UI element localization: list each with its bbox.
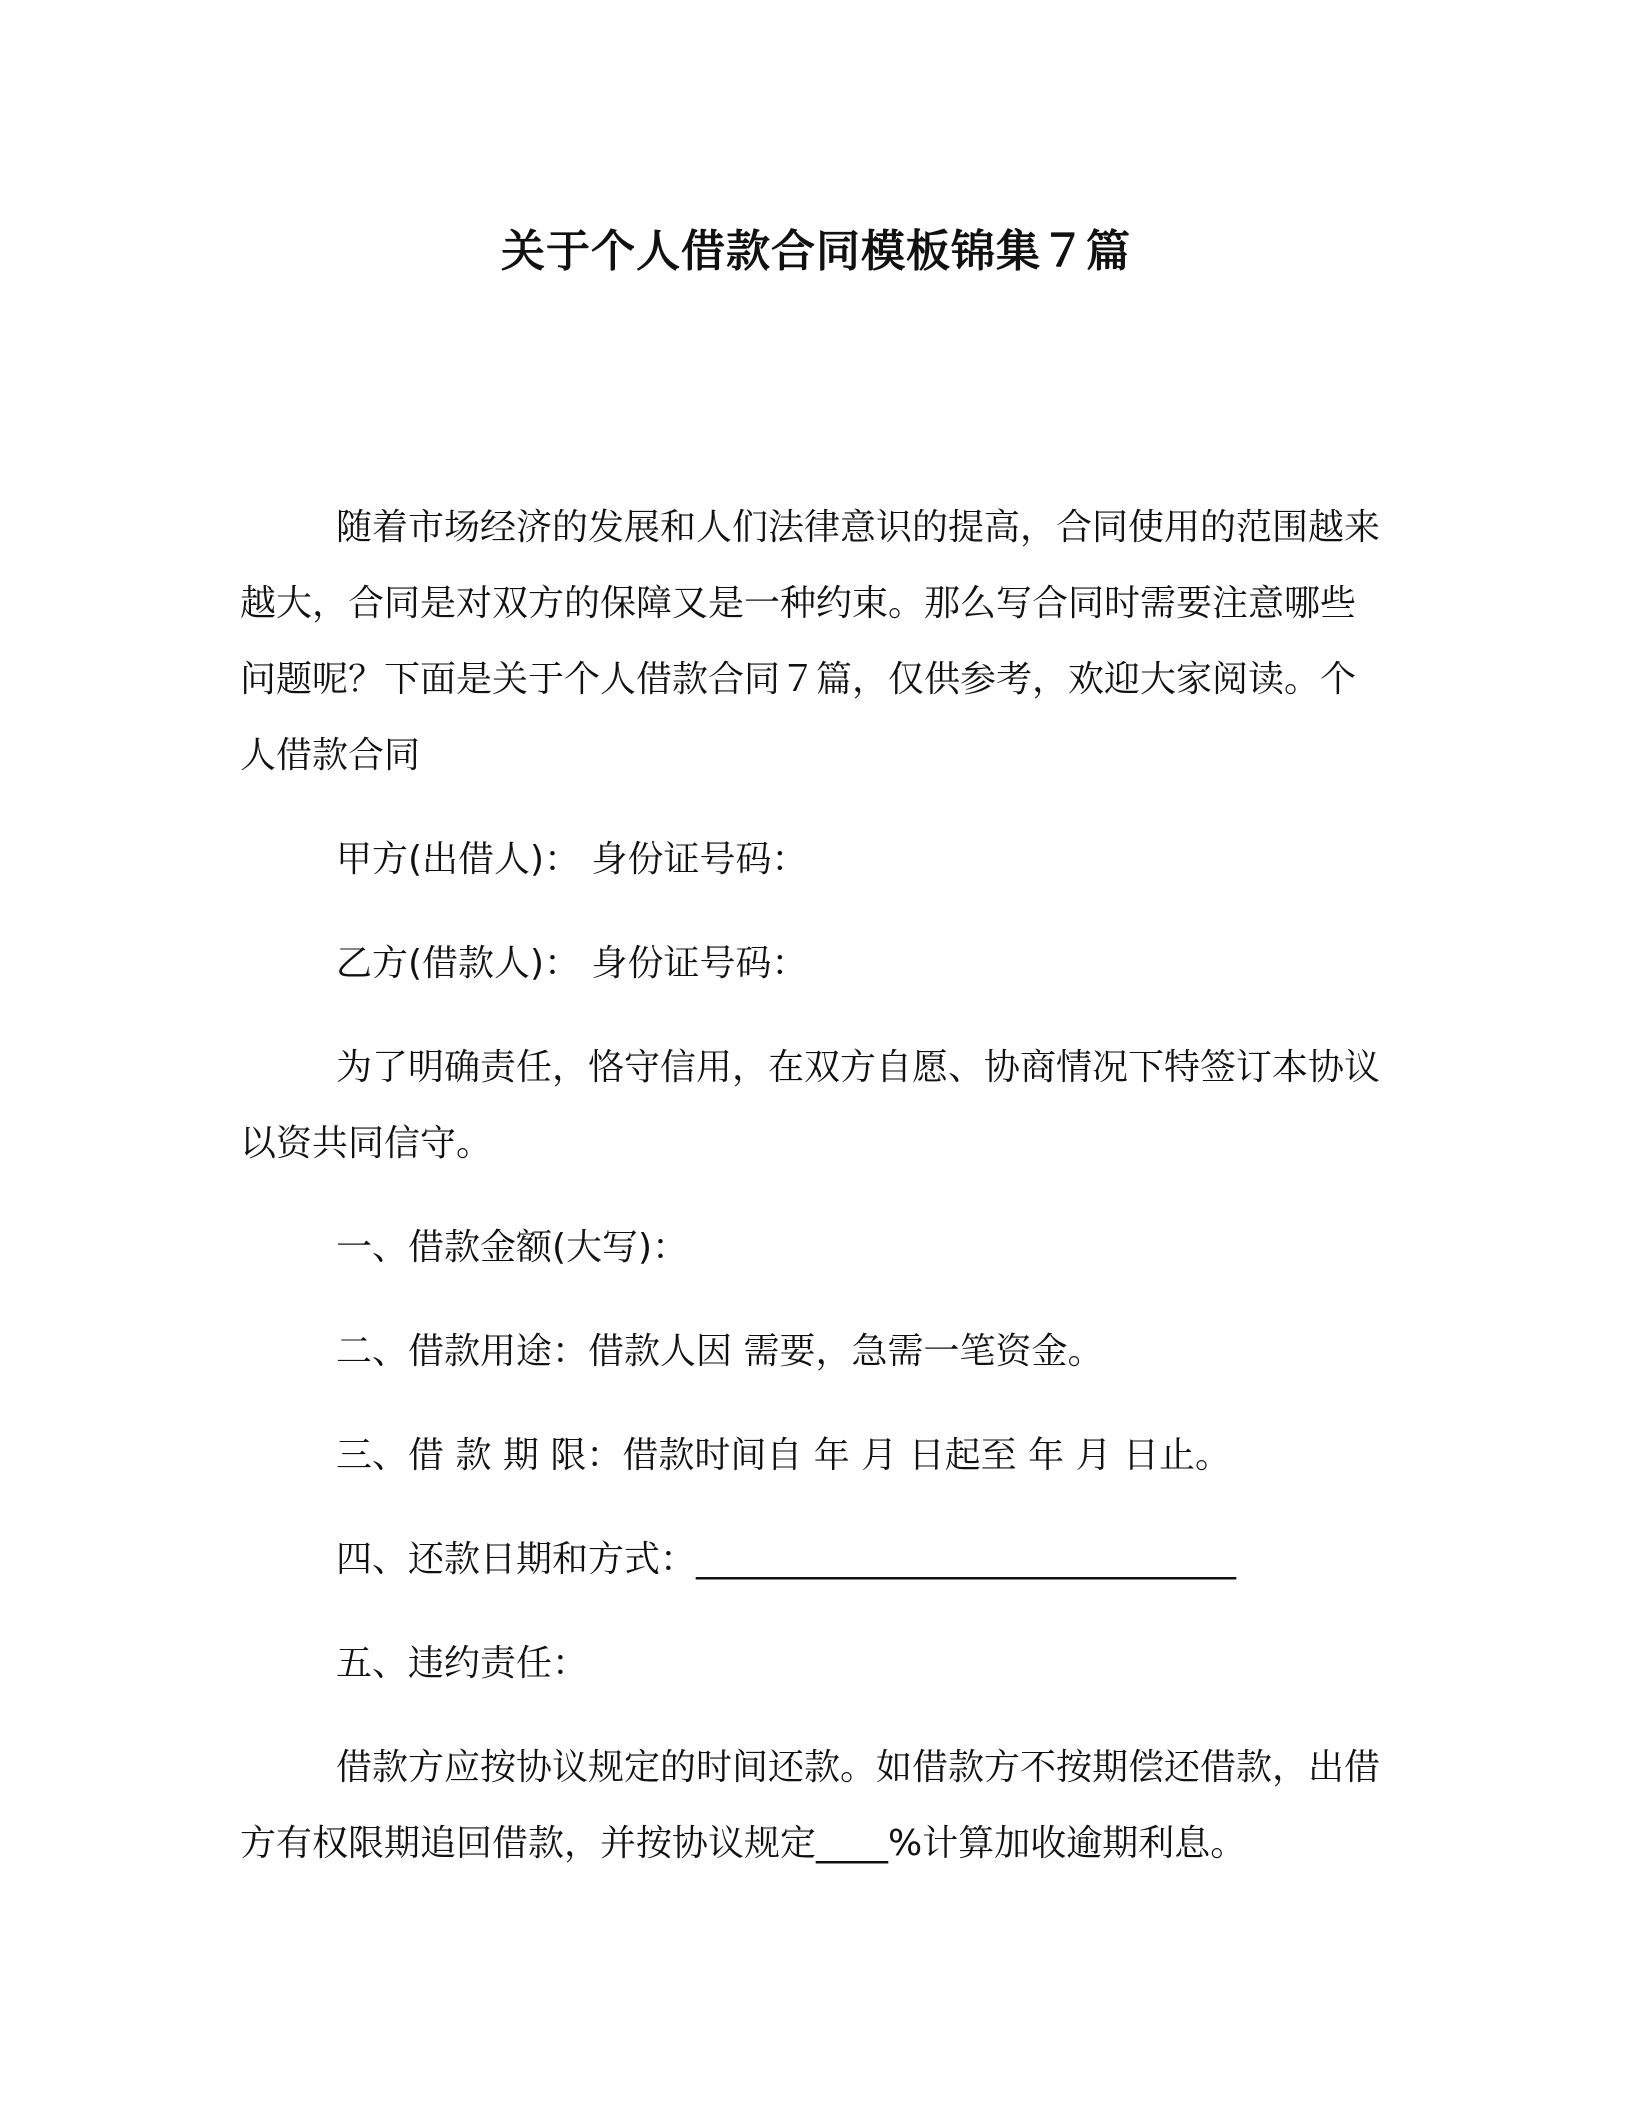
clause-liability: 五、违约责任：	[336, 1643, 589, 1684]
party-a-line: 甲方(出借人)： 身份证号码：	[336, 839, 808, 880]
document-title: 关于个人借款合同模板锦集７篇	[501, 226, 1131, 277]
clause-loan-amount: 一、借款金额(大写)：	[336, 1227, 689, 1268]
party-b-line: 乙方(借款人)： 身份证号码：	[336, 943, 808, 984]
intro-paragraph: 随着市场经济的发展和人们法律意识的提高，合同使用的范围越来越大，合同是对双方的保障又是一种约束。那么写合同时需要注意哪些问题呢？下面是关于个人借款合同７篇，仅供参考，欢迎大家阅读。个人借款合同	[240, 507, 1381, 776]
agreement-purpose: 为了明确责任，恪守信用，在双方自愿、协商情况下特签订本协议以资共同信守。	[240, 1047, 1381, 1164]
clause-loan-use: 二、借款用途：借款人因 需要，急需一笔资金。	[336, 1331, 1104, 1372]
clause-repayment: 四、还款日期和方式：______________________________	[336, 1539, 1237, 1580]
document-body	[240, 490, 1380, 1882]
clause-loan-term: 三、借 款 期 限：借款时间自 年 月 日起至 年 月 日止。	[336, 1435, 1231, 1476]
liability-detail: 借款方应按协议规定的时间还款。如借款方不按期偿还借款，出借方有权限期追回借款，并按协议规定____%计算加收逾期利息。	[240, 1747, 1381, 1864]
